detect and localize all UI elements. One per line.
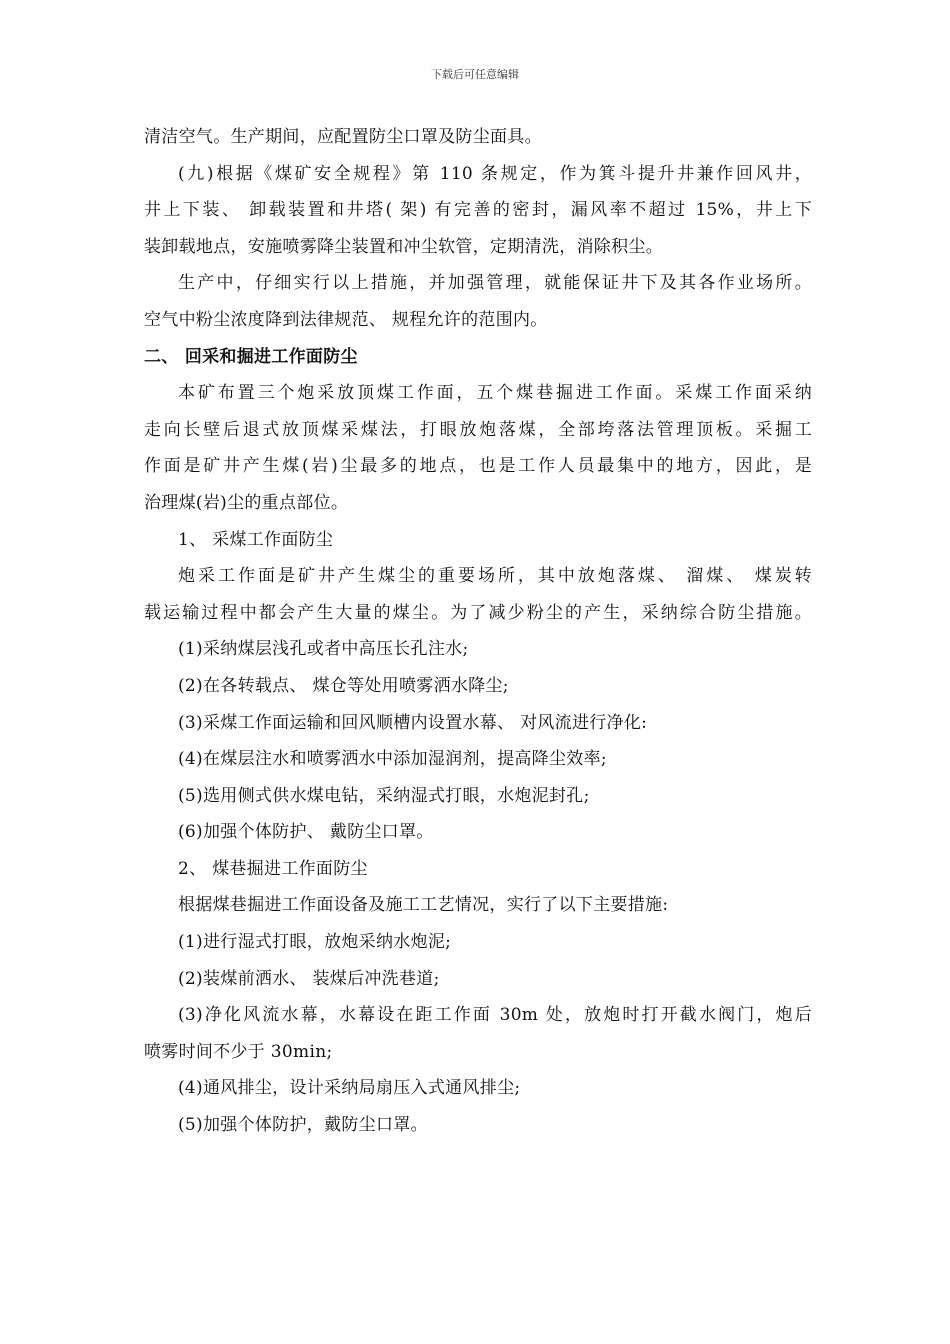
text-line: 井上下装、 卸载装置和井塔( 架) 有完善的密封，漏风率不超过 15%，井上下 [144,200,812,221]
text-line: 治理煤(岩)尘的重点部位。 [144,492,349,513]
subsection-heading: 1、 采煤工作面防尘 [178,529,334,550]
text-line: 本矿布置三个炮采放顶煤工作面，五个煤巷掘进工作面。采煤工作面采纳 [178,383,812,404]
list-item: (5)加强个体防护，戴防尘口罩。 [178,1115,428,1136]
list-item: (4)通风排尘，设计采纳局扇压入式通风排尘; [178,1078,521,1099]
text-line: 生产中，仔细实行以上措施，并加强管理，就能保证井下及其各作业场所。 [178,273,812,294]
subsection-heading: 2、 煤巷掘进工作面防尘 [178,858,368,879]
list-item: (3)净化风流水幕，水幕设在距工作面 30m 处，放炮时打开截水阀门，炮后 [178,1005,812,1026]
page-header: 下载后可任意编辑 [431,68,519,81]
list-item: (6)加强个体防护、 戴防尘口罩。 [178,822,434,843]
text-line: 炮采工作面是矿井产生煤尘的重要场所，其中放炮落煤、 溜煤、 煤炭转 [178,566,812,587]
text-line: 装卸载地点，安施喷雾降尘装置和冲尘软管，定期清洗，消除积尘。 [144,236,663,257]
text-line: 走向长壁后退式放顶煤采煤法，打眼放炮落煤，全部垮落法管理顶板。采掘工 [144,419,812,440]
text-line: 空气中粉尘浓度降到法律规范、 规程允许的范围内。 [144,309,548,330]
list-item: (1)采纳煤层浅孔或者中高压长孔注水; [178,639,469,660]
text-line: 清洁空气。生产期间，应配置防尘口罩及防尘面具。 [144,127,542,147]
list-item: (2)装煤前洒水、 装煤后冲洗巷道; [178,968,440,989]
text-line: 作面是矿井产生煤(岩)尘最多的地点，也是工作人员最集中的地方，因此，是 [144,456,812,477]
text-line: 根据煤巷掘进工作面设备及施工工艺情况，实行了以下主要措施: [178,895,669,916]
list-item: (1)进行湿式打眼，放炮采纳水炮泥; [178,932,452,953]
list-item: (3)采煤工作面运输和回风顺槽内设置水幕、 对风流进行净化: [178,712,648,733]
list-item: (4)在煤层注水和喷雾洒水中添加湿润剂，提高降尘效率; [178,749,607,770]
list-item: (2)在各转载点、 煤仓等处用喷雾洒水降尘; [178,675,509,696]
section-heading: 二、 回采和掘进工作面防尘 [144,346,358,367]
text-line: (九)根据《煤矿安全规程》第 110 条规定，作为箕斗提升井兼作回风井， [178,163,812,184]
text-line: 载运输过程中都会产生大量的煤尘。为了减少粉尘的产生，采纳综合防尘措施。 [144,602,812,623]
list-item: (5)选用侧式供水煤电钻，采纳湿式打眼，水炮泥封孔; [178,785,590,806]
document-body [144,119,812,1144]
text-line: 喷雾时间不少于 30min; [144,1041,333,1062]
